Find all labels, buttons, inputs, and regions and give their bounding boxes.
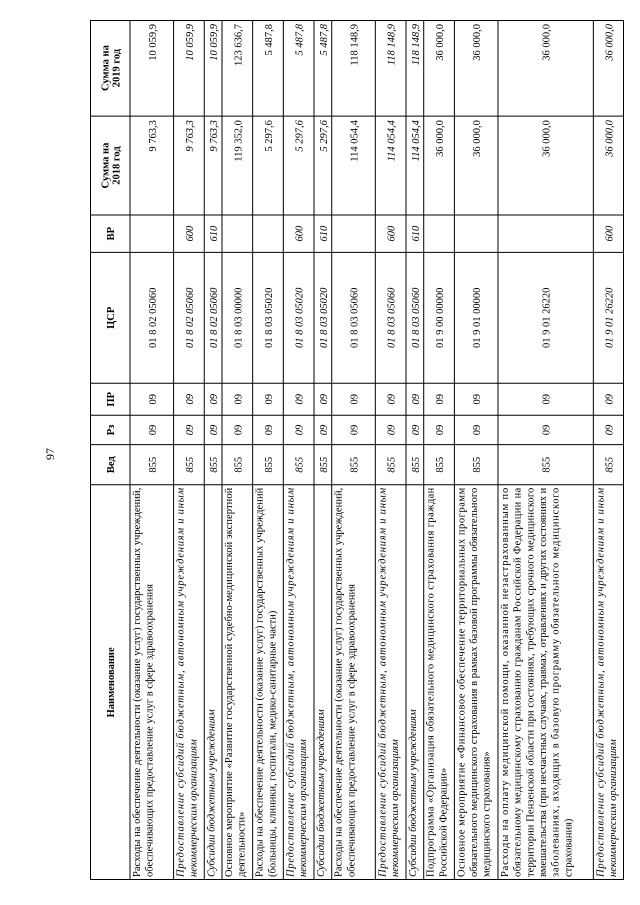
cell-csr: 01 9 01 26220 (604, 287, 616, 348)
cell-name-line: территории Пензенской области при состояниях, требующих срочного медицинского (525, 487, 537, 877)
table-row (426, 20, 455, 880)
cell-pr: 09 (147, 394, 159, 405)
table-row (377, 20, 406, 880)
cell-sum2019: 123 636,7 (233, 24, 245, 66)
cell-sum2019: 10 059,9 (209, 24, 221, 61)
cell-sum2018: 5 297,6 (263, 120, 275, 152)
cell-name-line: (больницы, клиники, госпитали, медико-санитарные части) (267, 610, 279, 877)
table-row (456, 20, 498, 880)
cell-ved: 855 (263, 456, 275, 473)
cell-ved: 855 (294, 456, 306, 473)
table-row (500, 20, 593, 880)
cell-name-line: обеспечивающих предоставление услуг в сфере здравоохранения (346, 584, 358, 877)
cell-csr: 01 8 02 05060 (209, 287, 221, 348)
cell-rz: 09 (435, 424, 447, 436)
cell-name-line: Расходы на обеспечение деятельности (оказание услуг) государственных учреждений, (333, 487, 345, 877)
cell-sum2018: 119 352,0 (233, 120, 245, 162)
cell-rz: 09 (233, 424, 245, 436)
cell-name-line: Подпрограмма «Организация обязательного медицинского страхования граждан (425, 487, 437, 877)
table-row (224, 20, 253, 880)
cell-pr: 09 (472, 394, 484, 405)
cell-csr: 01 8 03 05020 (263, 287, 275, 348)
cell-ved: 855 (233, 456, 245, 473)
cell-sum2018: 114 054,4 (349, 120, 361, 162)
cell-pr: 09 (209, 394, 221, 405)
cell-vr: 610 (410, 225, 422, 242)
cell-ved: 855 (349, 456, 361, 473)
cell-name-line: Основное мероприятие «Развитие государственной судебно-медицинской экспертной (223, 487, 235, 877)
cell-name-line: некоммерческим организациям (608, 739, 620, 877)
cell-ved: 855 (147, 456, 159, 473)
cell-sum2019: 5 487,8 (294, 24, 306, 56)
cell-sum2018: 36 000,0 (541, 120, 553, 157)
header-rz: Рз (106, 424, 117, 436)
cell-ved: 855 (410, 456, 422, 473)
cell-ved: 855 (318, 456, 330, 473)
cell-sum2019: 5 487,8 (263, 24, 275, 56)
cell-sum2019: 5 487,8 (318, 24, 330, 56)
table-row (595, 20, 624, 880)
cell-vr: 600 (386, 225, 398, 242)
cell-ved: 855 (184, 456, 196, 473)
cell-name-line: Субсидии бюджетным учреждениям (407, 709, 419, 877)
table-row (255, 20, 284, 880)
cell-name-line: некоммерческим организациям (390, 739, 402, 877)
cell-name-line: вмешательства (при несчастных случаях, травмах, отравлениях и других состояниях и (538, 487, 550, 877)
cell-ved: 855 (604, 456, 616, 473)
cell-sum2019: 36 000,0 (472, 24, 484, 61)
cell-name-line: Предоставление субсидий бюджетным, автономным учреждениям и иным (377, 487, 389, 877)
cell-csr: 01 8 03 05060 (349, 287, 361, 348)
cell-sum2018: 36 000,0 (435, 120, 447, 157)
cell-name-line: Субсидии бюджетным учреждениям (206, 709, 218, 877)
cell-vr: 610 (209, 225, 221, 242)
cell-sum2018: 9 763,3 (147, 120, 159, 152)
cell-ved: 855 (472, 456, 484, 473)
cell-name-line: обязательного медицинского страхования в рамках базовой программы обязательного (469, 487, 481, 877)
budget-table-svg (90, 20, 624, 880)
cell-rz: 09 (604, 424, 616, 436)
header-sum2019: Сумма на (100, 45, 112, 91)
cell-name-line: Расходы на обеспечение деятельности (оказание услуг) государственных учреждений, (132, 487, 143, 877)
cell-pr: 09 (410, 394, 422, 405)
cell-csr: 01 9 00 00000 (435, 287, 447, 348)
cell-sum2018: 5 297,6 (318, 120, 330, 152)
cell-csr: 01 8 02 05060 (184, 287, 196, 348)
cell-name-line: медицинского страхования» (481, 751, 493, 877)
cell-csr: 01 8 03 05020 (318, 287, 330, 348)
cell-rz: 09 (386, 424, 398, 436)
cell-ved: 855 (541, 456, 553, 473)
cell-vr: 610 (318, 225, 330, 242)
cell-pr: 09 (184, 394, 196, 405)
cell-pr: 09 (349, 394, 361, 405)
table-row (408, 20, 424, 880)
cell-sum2019: 10 059,9 (147, 24, 159, 61)
header-sum2019: 2019 год (111, 48, 123, 88)
cell-pr: 09 (263, 394, 275, 405)
cell-sum2018: 114 054,4 (386, 120, 398, 162)
cell-name-line: Предоставление субсидий бюджетным, автономным учреждениям и иным (285, 487, 297, 877)
cell-sum2019: 118 148,9 (386, 24, 398, 66)
cell-name-line: деятельности» (236, 811, 248, 877)
cell-name-line: Расходы на оплату медицинской помощи, оказанной незастрахованным по (499, 487, 511, 877)
cell-ved: 855 (435, 456, 447, 473)
cell-name-line: Предоставление субсидий бюджетным, автономным учреждениям и иным (595, 487, 607, 877)
page-number: 97 (43, 448, 57, 460)
table-grid (90, 20, 624, 880)
cell-rz: 09 (410, 424, 422, 436)
cell-sum2018: 9 763,3 (209, 120, 221, 152)
cell-name-line: Предоставление субсидий бюджетным, автономным учреждениям и иным (175, 487, 187, 877)
table-row (285, 20, 314, 880)
cell-rz: 09 (294, 424, 306, 436)
cell-sum2018: 114 054,4 (410, 120, 422, 162)
cell-csr: 01 8 03 05060 (386, 287, 398, 348)
table-row (334, 20, 376, 880)
cell-csr: 01 8 03 05060 (410, 287, 422, 348)
table-row (132, 20, 174, 880)
cell-sum2018: 36 000,0 (472, 120, 484, 157)
header-vr: ВР (106, 226, 117, 241)
cell-vr: 600 (294, 225, 306, 242)
cell-sum2019: 36 000,0 (435, 24, 447, 61)
cell-name-line: Российской Федерации» (438, 767, 450, 877)
cell-pr: 09 (233, 394, 245, 405)
cell-name-line: обеспечивающих предоставление услуг в сфере здравоохранения (144, 584, 156, 877)
cell-name-line: обязательному медицинскому страхованию гражданам Российской Федерации на (512, 487, 524, 877)
cell-rz: 09 (318, 424, 330, 436)
cell-name-line: некоммерческим организациям (298, 739, 310, 877)
cell-rz: 09 (541, 424, 553, 436)
cell-pr: 09 (386, 394, 398, 405)
cell-pr: 09 (541, 394, 553, 405)
cell-pr: 09 (294, 394, 306, 405)
cell-csr: 01 9 01 00000 (472, 287, 484, 348)
cell-sum2018: 36 000,0 (604, 120, 616, 157)
table-row (206, 20, 222, 880)
header-sum2018: Сумма на (100, 142, 112, 189)
header-pr: ПР (106, 391, 117, 407)
cell-sum2019: 36 000,0 (604, 24, 616, 61)
cell-rz: 09 (263, 424, 275, 436)
cell-rz: 09 (349, 424, 361, 436)
cell-csr: 01 8 02 05060 (147, 287, 159, 348)
cell-sum2019: 118 148,9 (410, 24, 422, 66)
cell-sum2019: 118 148,9 (349, 24, 361, 66)
table-row (316, 20, 332, 880)
header-name: Наименование (106, 647, 117, 718)
cell-name-line: Основное мероприятие «Финансовое обеспечение территориальных программ (456, 487, 468, 877)
cell-sum2018: 5 297,6 (294, 120, 306, 152)
cell-vr: 600 (604, 225, 616, 242)
cell-name-line: страхования) (563, 818, 575, 877)
cell-name-line: Субсидии бюджетным учреждениям (315, 709, 327, 877)
cell-ved: 855 (386, 456, 398, 473)
cell-rz: 09 (147, 424, 159, 436)
cell-rz: 09 (472, 424, 484, 436)
header-ved: Вед (106, 456, 117, 474)
cell-sum2019: 10 059,9 (184, 24, 196, 61)
cell-name-line: заболеваниях, входящих в базовую программу обязательного медицинского (550, 487, 562, 877)
cell-pr: 09 (318, 394, 330, 405)
cell-pr: 09 (435, 394, 447, 405)
cell-csr: 01 8 03 00000 (233, 287, 245, 348)
cell-sum2018: 9 763,3 (184, 120, 196, 152)
cell-vr: 600 (184, 225, 196, 242)
cell-csr: 01 9 01 26220 (541, 287, 553, 348)
budget-table (90, 20, 624, 880)
cell-rz: 09 (209, 424, 221, 436)
cell-pr: 09 (604, 394, 616, 405)
cell-name-line: Расходы на обеспечение деятельности (оказание услуг) государственных учреждений (254, 487, 266, 877)
cell-sum2019: 36 000,0 (541, 24, 553, 61)
header-csr: ЦСР (106, 306, 117, 329)
cell-rz: 09 (184, 424, 196, 436)
cell-name-line: некоммерческим организациям (188, 739, 200, 877)
cell-ved: 855 (209, 456, 221, 473)
table-row (176, 20, 205, 880)
header-sum2018: 2018 год (111, 146, 123, 185)
cell-csr: 01 8 03 05020 (294, 287, 306, 348)
